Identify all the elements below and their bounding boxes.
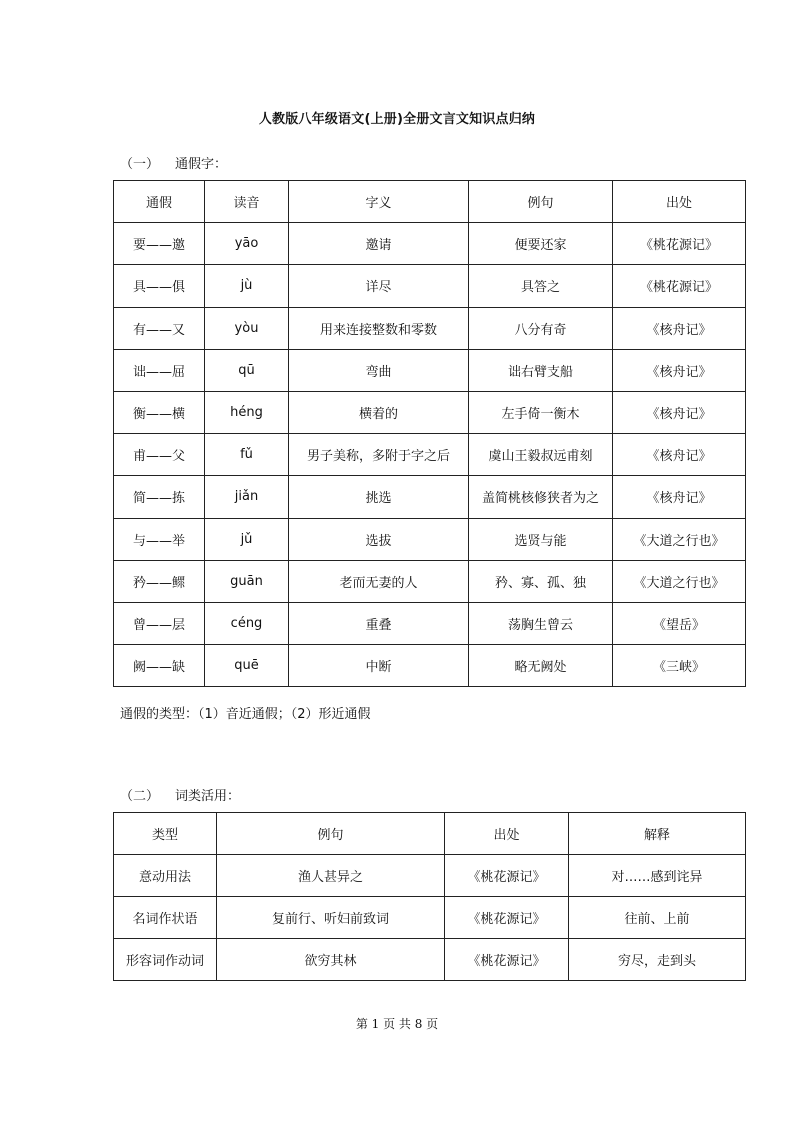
document-title: 人教版八年级语文(上册)全册文言文知识点归纳 [258, 112, 536, 127]
table-header-cell: 出处 [613, 181, 746, 223]
table-cell: 意动用法 [114, 855, 217, 897]
table-cell: 《三峡》 [613, 645, 746, 687]
table-cell: 用来连接整数和零数 [289, 307, 469, 349]
table-cell: 有——又 [114, 307, 205, 349]
section-number: （一） [120, 157, 160, 172]
table-cell: qū [205, 349, 289, 391]
table-cell: 名词作状语 [114, 897, 217, 939]
table-cell: 与——举 [114, 518, 205, 560]
table-cell: héng [205, 391, 289, 433]
cileihuoyong-table [113, 812, 746, 981]
page-footer: 第 1 页 共 8 页 [355, 1017, 439, 1031]
table-cell: 要——邀 [114, 223, 205, 265]
table-header-cell: 例句 [217, 813, 445, 855]
section-heading-cileihuoyong [120, 785, 240, 804]
table-header-cell: 类型 [114, 813, 217, 855]
table-cell: 《核舟记》 [613, 307, 746, 349]
table-cell: 选拔 [289, 518, 469, 560]
section-number: （二） [120, 789, 160, 804]
table-cell: 《桃花源记》 [613, 265, 746, 307]
table-cell: 男子美称，多附于字之后 [289, 434, 469, 476]
table-cell: 《桃花源记》 [445, 939, 569, 981]
table-cell: 《核舟记》 [613, 349, 746, 391]
table-cell: 八分有奇 [469, 307, 613, 349]
table-cell: 中断 [289, 645, 469, 687]
table-cell: 往前、上前 [569, 897, 746, 939]
table-row [114, 645, 746, 687]
table-cell: 盖简桃核修狭者为之 [469, 476, 613, 518]
table-row [114, 349, 746, 391]
table-cell: 具答之 [469, 265, 613, 307]
table-cell: 横着的 [289, 391, 469, 433]
table-cell: jǔ [205, 518, 289, 560]
table-header-cell: 通假 [114, 181, 205, 223]
table-cell: 虞山王毅叔远甫刻 [469, 434, 613, 476]
table-header-cell: 字义 [289, 181, 469, 223]
table-cell: 甫——父 [114, 434, 205, 476]
table-cell: quē [205, 645, 289, 687]
table-cell: 欲穷其林 [217, 939, 445, 981]
table-cell: 便要还家 [469, 223, 613, 265]
tongjia-type-note: 通假的类型：（1）音近通假；（2）形近通假 [120, 707, 371, 722]
table-row [114, 391, 746, 433]
table-row [114, 434, 746, 476]
table-cell: 邀请 [289, 223, 469, 265]
table-cell: 《大道之行也》 [613, 518, 746, 560]
table-row [114, 602, 746, 644]
table-cell: yāo [205, 223, 289, 265]
table-cell: 具——俱 [114, 265, 205, 307]
table-cell: 详尽 [289, 265, 469, 307]
table-cell: 《核舟记》 [613, 391, 746, 433]
table-header-cell: 解释 [569, 813, 746, 855]
tongjiazi-table [113, 180, 746, 687]
table-cell: 荡胸生曾云 [469, 602, 613, 644]
table-row [114, 939, 746, 981]
section-heading-tongjiazi [120, 153, 227, 172]
table-cell: 对……感到诧异 [569, 855, 746, 897]
table-cell: 《核舟记》 [613, 476, 746, 518]
section-title: 通假字： [175, 157, 228, 172]
table-cell: 衡——横 [114, 391, 205, 433]
table-cell: 《望岳》 [613, 602, 746, 644]
table-cell: 挑选 [289, 476, 469, 518]
table-cell: 老而无妻的人 [289, 560, 469, 602]
table-cell: yòu [205, 307, 289, 349]
table-cell: guān [205, 560, 289, 602]
table-row [114, 560, 746, 602]
table-row [114, 307, 746, 349]
table-cell: 穷尽，走到头 [569, 939, 746, 981]
table-cell: 左手倚一衡木 [469, 391, 613, 433]
table-cell: 《核舟记》 [613, 434, 746, 476]
table-cell: 形容词作动词 [114, 939, 217, 981]
table-header-cell: 例句 [469, 181, 613, 223]
table-cell: 曾——层 [114, 602, 205, 644]
table-cell: 《桃花源记》 [613, 223, 746, 265]
table-header-row [114, 181, 746, 223]
table-cell: 复前行、听妇前致词 [217, 897, 445, 939]
table-cell: 诎右臂支船 [469, 349, 613, 391]
table-cell: 简——拣 [114, 476, 205, 518]
table-cell: 诎——屈 [114, 349, 205, 391]
table-row [114, 476, 746, 518]
table-cell: 《桃花源记》 [445, 897, 569, 939]
table-cell: 阙——缺 [114, 645, 205, 687]
table-cell: jiǎn [205, 476, 289, 518]
table-row [114, 223, 746, 265]
table-row [114, 897, 746, 939]
table-row [114, 518, 746, 560]
table-header-cell: 出处 [445, 813, 569, 855]
table-cell: 重叠 [289, 602, 469, 644]
table-cell: jù [205, 265, 289, 307]
table-cell: 略无阙处 [469, 645, 613, 687]
table-header-cell: 读音 [205, 181, 289, 223]
table-cell: fǔ [205, 434, 289, 476]
table-row [114, 265, 746, 307]
table-cell: 《桃花源记》 [445, 855, 569, 897]
table-cell: céng [205, 602, 289, 644]
table-cell: 《大道之行也》 [613, 560, 746, 602]
table-cell: 选贤与能 [469, 518, 613, 560]
table-cell: 矜——鳏 [114, 560, 205, 602]
table-header-row [114, 813, 746, 855]
section-title: 词类活用： [175, 789, 241, 804]
table-row [114, 855, 746, 897]
table-cell: 矜、寡、孤、独 [469, 560, 613, 602]
table-cell: 弯曲 [289, 349, 469, 391]
table-cell: 渔人甚异之 [217, 855, 445, 897]
